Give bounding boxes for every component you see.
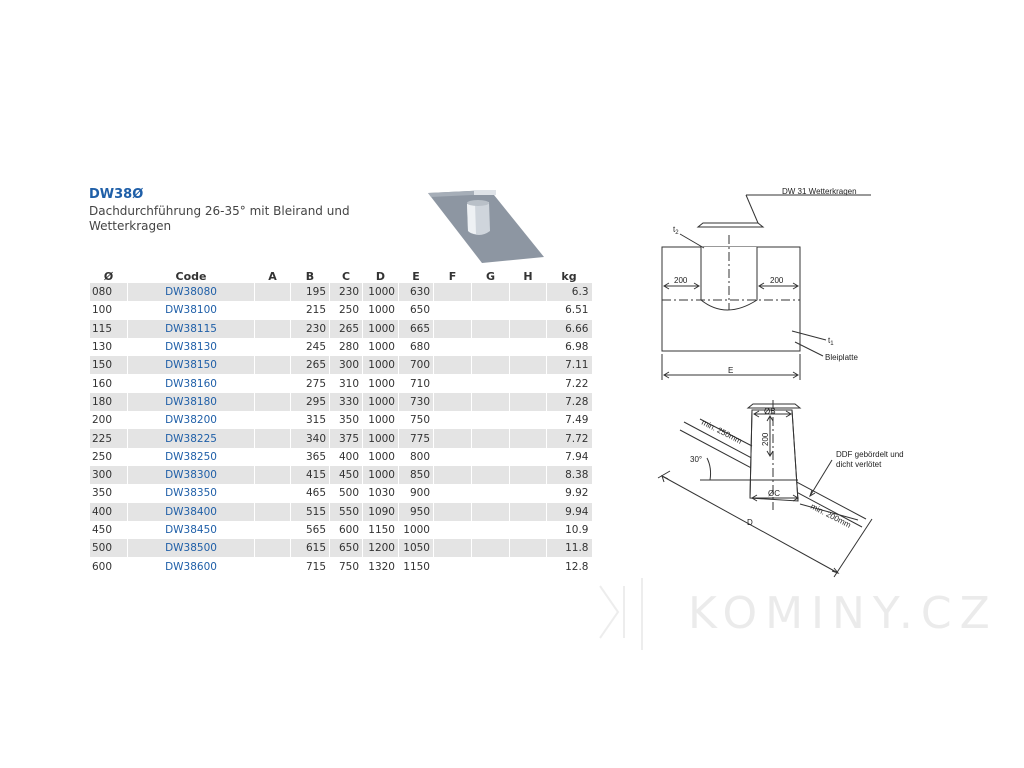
cell-diameter: 450: [90, 521, 128, 539]
cell-b: 265: [291, 356, 330, 374]
left-width-label: 200: [674, 276, 688, 285]
cell-a: [255, 283, 291, 301]
cell-b: 215: [291, 301, 330, 319]
cell-g: [472, 503, 510, 521]
table-row: [90, 374, 592, 392]
cell-g: [472, 393, 510, 411]
cell-a: [255, 320, 291, 338]
cell-b: 295: [291, 393, 330, 411]
cell-code[interactable]: DW38450: [128, 521, 255, 539]
cell-kg: 11.8: [547, 539, 592, 557]
cell-a: [255, 521, 291, 539]
cell-c: 250: [330, 301, 363, 319]
cell-kg: 7.72: [547, 429, 592, 447]
cell-f: [434, 393, 472, 411]
cell-b: 230: [291, 320, 330, 338]
cell-h: [510, 448, 547, 466]
cell-a: [255, 448, 291, 466]
cell-h: [510, 429, 547, 447]
col-header-f: F: [448, 270, 457, 283]
cell-f: [434, 320, 472, 338]
cell-h: [510, 374, 547, 392]
collar-label: DW 31 Wetterkragen: [782, 187, 857, 196]
cell-kg: 9.94: [547, 503, 592, 521]
cell-kg: 6.66: [547, 320, 592, 338]
cell-b: 195: [291, 283, 330, 301]
cell-h: [510, 320, 547, 338]
cell-b: 615: [291, 539, 330, 557]
cell-a: [255, 356, 291, 374]
cell-code[interactable]: DW38080: [128, 283, 255, 301]
cell-c: 300: [330, 356, 363, 374]
table-row: [90, 484, 592, 502]
cell-b: 245: [291, 338, 330, 356]
cell-diameter: 350: [90, 484, 128, 502]
cell-h: [510, 503, 547, 521]
cell-diameter: 250: [90, 448, 128, 466]
height-label: 200: [761, 432, 770, 446]
cell-code[interactable]: DW38130: [128, 338, 255, 356]
cell-e: 680: [399, 338, 434, 356]
cell-kg: 7.49: [547, 411, 592, 429]
cell-g: [472, 521, 510, 539]
cell-d: 1000: [363, 466, 399, 484]
cell-d: 1320: [363, 557, 399, 575]
cell-diameter: 600: [90, 557, 128, 575]
table-row: [90, 429, 592, 447]
cell-f: [434, 429, 472, 447]
col-header-c: C: [341, 270, 351, 283]
cell-a: [255, 503, 291, 521]
cell-g: [472, 356, 510, 374]
cell-e: 800: [399, 448, 434, 466]
table-row: [90, 301, 592, 319]
cell-g: [472, 283, 510, 301]
cell-kg: 7.28: [547, 393, 592, 411]
t2-label: $t_2$: [673, 225, 679, 236]
cell-kg: 6.98: [547, 338, 592, 356]
table-row: [90, 283, 592, 301]
product-title: DW38Ø: [89, 187, 144, 202]
cell-e: 950: [399, 503, 434, 521]
cell-d: 1000: [363, 356, 399, 374]
table-row: [90, 356, 592, 374]
cell-code[interactable]: DW38115: [128, 320, 255, 338]
cell-f: [434, 557, 472, 575]
cell-diameter: 100: [90, 301, 128, 319]
cell-e: 650: [399, 301, 434, 319]
roof-flashing-side-view: [640, 398, 930, 583]
cell-g: [472, 301, 510, 319]
cell-e: 1000: [399, 521, 434, 539]
cell-a: [255, 338, 291, 356]
cell-kg: 12.8: [547, 557, 592, 575]
cell-kg: 7.94: [547, 448, 592, 466]
table-row: [90, 338, 592, 356]
cell-f: [434, 466, 472, 484]
cell-f: [434, 283, 472, 301]
cell-f: [434, 301, 472, 319]
cell-d: 1150: [363, 521, 399, 539]
cell-e: 1150: [399, 557, 434, 575]
cell-c: 310: [330, 374, 363, 392]
seal-note-line-2: dicht verlötet: [836, 460, 882, 469]
cell-diameter: 080: [90, 283, 128, 301]
cell-c: 650: [330, 539, 363, 557]
col-header-g: G: [485, 270, 496, 283]
product-subtitle: Dachdurchführung 26-35° mit Bleirand und Wetterkragen: [89, 204, 350, 233]
dimension-d-label: D: [747, 518, 753, 527]
cell-diameter: 200: [90, 411, 128, 429]
table-row: [90, 503, 592, 521]
cell-f: [434, 521, 472, 539]
cell-code[interactable]: DW38250: [128, 448, 255, 466]
cell-g: [472, 411, 510, 429]
cell-h: [510, 521, 547, 539]
cell-f: [434, 338, 472, 356]
cell-kg: 8.38: [547, 466, 592, 484]
cell-a: [255, 374, 291, 392]
cell-h: [510, 484, 547, 502]
cell-h: [510, 411, 547, 429]
col-header-code: Code: [175, 270, 207, 283]
table-row: [90, 320, 592, 338]
cell-kg: 7.22: [547, 374, 592, 392]
cell-g: [472, 320, 510, 338]
cell-f: [434, 484, 472, 502]
min-250-label: min. 250mm: [700, 417, 744, 446]
cell-kg: 6.51: [547, 301, 592, 319]
cell-diameter: 150: [90, 356, 128, 374]
col-header-diameter: Ø: [103, 270, 114, 283]
cell-h: [510, 301, 547, 319]
cell-b: 565: [291, 521, 330, 539]
table-row: [90, 539, 592, 557]
cell-a: [255, 484, 291, 502]
cell-h: [510, 393, 547, 411]
cell-b: 515: [291, 503, 330, 521]
cell-a: [255, 393, 291, 411]
cell-diameter: 130: [90, 338, 128, 356]
cell-c: 375: [330, 429, 363, 447]
cell-d: 1000: [363, 411, 399, 429]
cell-f: [434, 411, 472, 429]
cell-b: 315: [291, 411, 330, 429]
cell-d: 1000: [363, 301, 399, 319]
roof-flashing-top-view: [640, 180, 890, 386]
t1-label: $t_1$: [828, 336, 834, 347]
cell-d: 1200: [363, 539, 399, 557]
lead-plate-label: Bleiplatte: [825, 353, 858, 362]
cell-code[interactable]: DW38500: [128, 539, 255, 557]
cell-code[interactable]: DW38600: [128, 557, 255, 575]
cell-code[interactable]: DW38160: [128, 374, 255, 392]
cell-f: [434, 503, 472, 521]
cell-h: [510, 338, 547, 356]
cell-diameter: 115: [90, 320, 128, 338]
watermark: [590, 572, 1024, 652]
col-header-a: A: [268, 270, 277, 283]
watermark-text: KOMINY.CZ: [688, 588, 998, 639]
cell-c: 550: [330, 503, 363, 521]
cell-diameter: 180: [90, 393, 128, 411]
cell-d: 1000: [363, 338, 399, 356]
right-width-label: 200: [770, 276, 784, 285]
cell-code[interactable]: DW38200: [128, 411, 255, 429]
cell-h: [510, 539, 547, 557]
cell-h: [510, 283, 547, 301]
cell-d: 1000: [363, 429, 399, 447]
cell-code[interactable]: DW38300: [128, 466, 255, 484]
cell-diameter: 225: [90, 429, 128, 447]
cell-g: [472, 448, 510, 466]
col-header-h: H: [523, 270, 533, 283]
cell-h: [510, 466, 547, 484]
cell-diameter: 500: [90, 539, 128, 557]
col-header-e: E: [412, 270, 420, 283]
cell-c: 280: [330, 338, 363, 356]
table-header-row: [90, 266, 592, 283]
cell-g: [472, 484, 510, 502]
cell-e: 700: [399, 356, 434, 374]
cell-e: 730: [399, 393, 434, 411]
cell-d: 1000: [363, 283, 399, 301]
cell-e: 850: [399, 466, 434, 484]
table-row: [90, 521, 592, 539]
cell-b: 340: [291, 429, 330, 447]
spec-table: [89, 266, 592, 576]
cell-code[interactable]: DW38350: [128, 484, 255, 502]
cell-e: 630: [399, 283, 434, 301]
table-row: [90, 448, 592, 466]
cell-a: [255, 411, 291, 429]
cell-code[interactable]: DW38225: [128, 429, 255, 447]
cell-c: 330: [330, 393, 363, 411]
cell-a: [255, 429, 291, 447]
cell-b: 715: [291, 557, 330, 575]
cell-c: 350: [330, 411, 363, 429]
cell-f: [434, 374, 472, 392]
cell-g: [472, 429, 510, 447]
diameter-c-label: ØC: [768, 489, 780, 498]
cell-e: 750: [399, 411, 434, 429]
col-header-kg: kg: [561, 270, 577, 283]
cell-b: 365: [291, 448, 330, 466]
cell-e: 900: [399, 484, 434, 502]
cell-g: [472, 338, 510, 356]
cell-h: [510, 356, 547, 374]
dimension-e-label: E: [728, 366, 734, 375]
min-200-label: min. 200mm: [809, 501, 853, 530]
cell-b: 275: [291, 374, 330, 392]
cell-c: 500: [330, 484, 363, 502]
cell-code[interactable]: DW38400: [128, 503, 255, 521]
cell-g: [472, 466, 510, 484]
cell-a: [255, 301, 291, 319]
cell-g: [472, 557, 510, 575]
cell-d: 1000: [363, 448, 399, 466]
cell-c: 450: [330, 466, 363, 484]
cell-kg: 6.3: [547, 283, 592, 301]
table-row: [90, 393, 592, 411]
cell-f: [434, 356, 472, 374]
cell-g: [472, 374, 510, 392]
cell-c: 230: [330, 283, 363, 301]
angle-label: 30°: [690, 455, 703, 464]
product-photo: [428, 187, 548, 267]
cell-g: [472, 539, 510, 557]
cell-e: 1050: [399, 539, 434, 557]
cell-f: [434, 448, 472, 466]
col-header-b: B: [305, 270, 315, 283]
cell-e: 665: [399, 320, 434, 338]
cell-h: [510, 557, 547, 575]
cell-a: [255, 557, 291, 575]
cell-b: 415: [291, 466, 330, 484]
table-row: [90, 411, 592, 429]
cell-diameter: 300: [90, 466, 128, 484]
cell-diameter: 160: [90, 374, 128, 392]
cell-code[interactable]: DW38150: [128, 356, 255, 374]
cell-d: 1090: [363, 503, 399, 521]
table-row: [90, 466, 592, 484]
cell-kg: 7.11: [547, 356, 592, 374]
table-row: [90, 557, 592, 575]
diameter-b-label: ØB: [764, 407, 776, 416]
cell-c: 265: [330, 320, 363, 338]
cell-diameter: 400: [90, 503, 128, 521]
spec-table-body: [90, 283, 592, 576]
cell-kg: 9.92: [547, 484, 592, 502]
cell-kg: 10.9: [547, 521, 592, 539]
cell-c: 600: [330, 521, 363, 539]
cell-a: [255, 539, 291, 557]
cell-code[interactable]: DW38180: [128, 393, 255, 411]
cell-e: 710: [399, 374, 434, 392]
cell-d: 1000: [363, 393, 399, 411]
cell-b: 465: [291, 484, 330, 502]
cell-d: 1000: [363, 374, 399, 392]
col-header-d: D: [375, 270, 386, 283]
cell-d: 1000: [363, 320, 399, 338]
cell-f: [434, 539, 472, 557]
cell-e: 775: [399, 429, 434, 447]
cell-c: 400: [330, 448, 363, 466]
cell-code[interactable]: DW38100: [128, 301, 255, 319]
cell-a: [255, 466, 291, 484]
cell-c: 750: [330, 557, 363, 575]
seal-note-line-1: DDF gebördelt und: [836, 450, 904, 459]
cell-d: 1030: [363, 484, 399, 502]
